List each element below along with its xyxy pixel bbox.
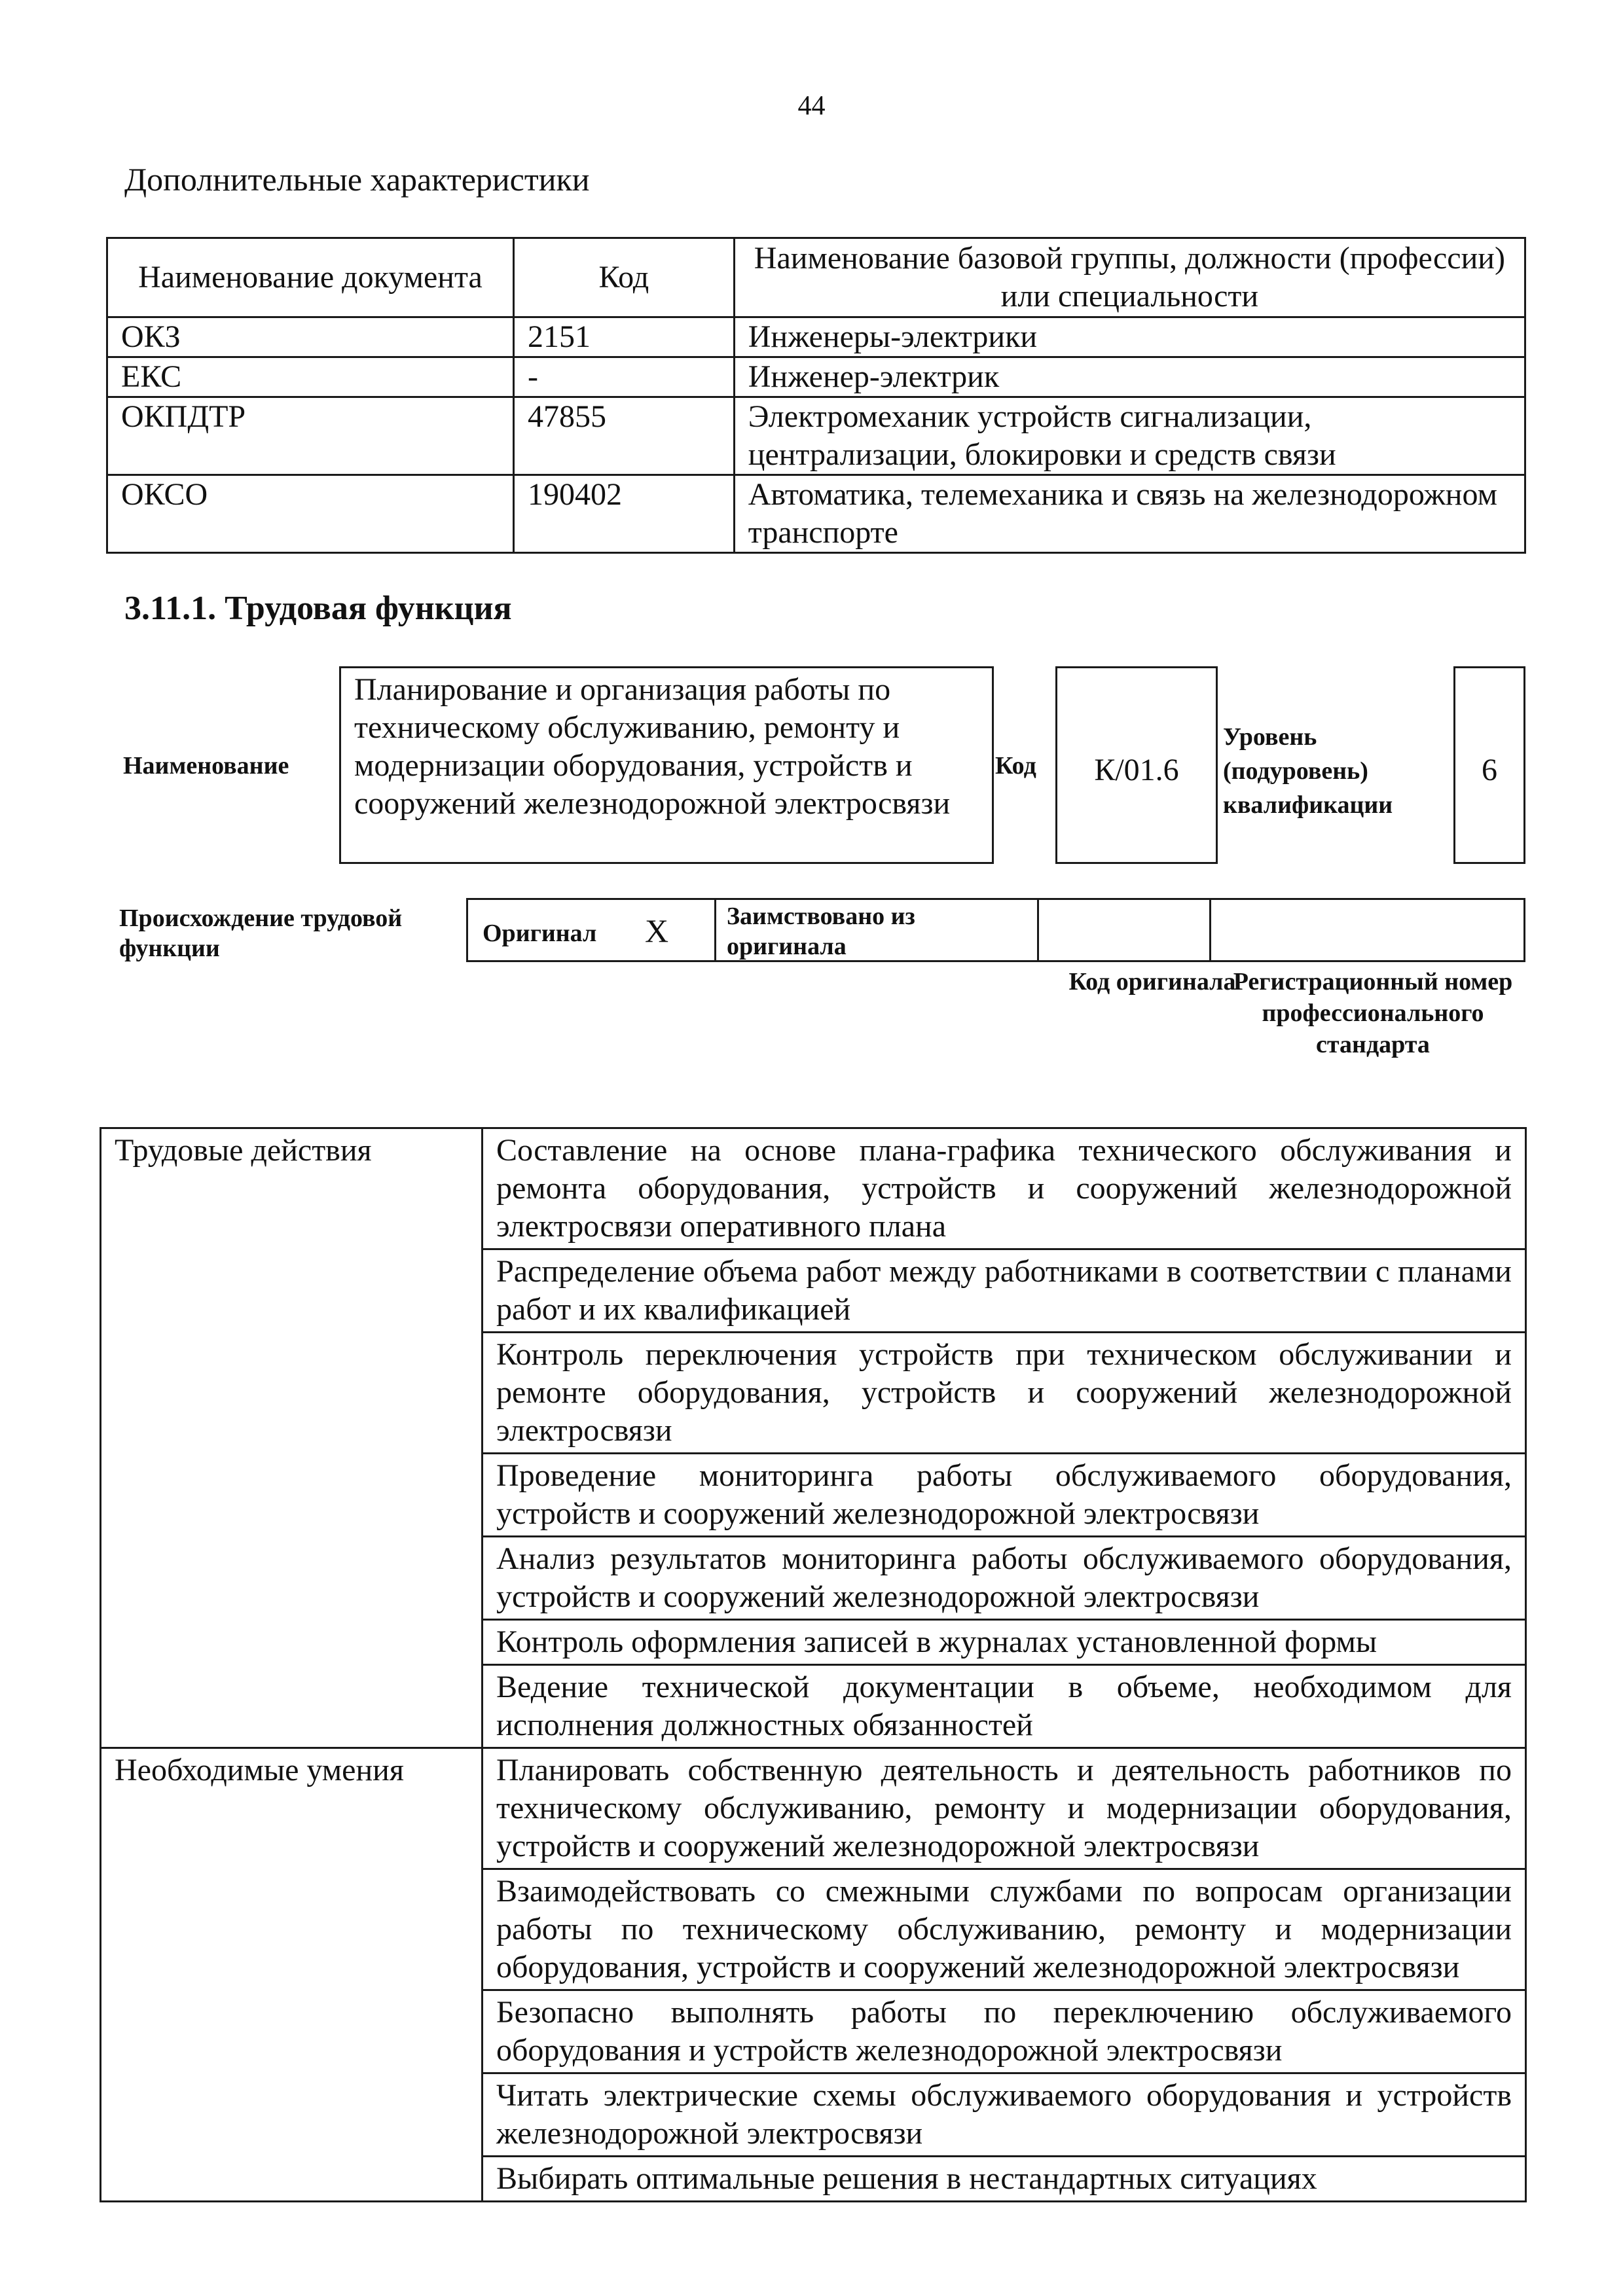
borrowed-label: Заимствовано из оригинала <box>727 903 915 960</box>
section-heading: 3.11.1. Трудовая функция <box>124 590 512 627</box>
origin-row <box>466 898 1525 962</box>
skill-cell: Выбирать оптимальные решения в нестандартных ситуациях <box>483 2157 1526 2202</box>
qualification-level-label: Уровень (подуровень) квалификации <box>1223 723 1393 819</box>
table-row <box>107 397 1525 475</box>
original-label: Оригинал <box>483 920 597 947</box>
qualification-level-box: 6 <box>1453 666 1525 864</box>
function-code-label: Код <box>995 752 1036 780</box>
origin-label: Происхождение трудовой функции <box>119 905 403 962</box>
doc-name-cell: ОКЗ <box>107 317 514 357</box>
doc-group-cell: Инженеры-электрики <box>734 317 1525 357</box>
required-skills-label: Необходимые умения <box>101 1748 483 2202</box>
doc-name-cell: ОКСО <box>107 475 514 553</box>
labor-action-cell: Анализ результатов мониторинга работы обслуживаемого оборудования, устройств и сооружений железнодорожной электросвязи <box>483 1537 1526 1620</box>
origin-original-cell <box>466 898 716 962</box>
skill-cell: Безопасно выполнять работы по переключению обслуживаемого оборудования и устройств железнодорожной электросвязи <box>483 1990 1526 2073</box>
origin-reg-number-cell <box>1209 898 1525 962</box>
labor-action-cell: Контроль переключения устройств при техническом обслуживании и ремонте оборудования, устройств и сооружений железнодорожной электросвязи <box>483 1333 1526 1454</box>
skill-cell: Планировать собственную деятельность и деятельность работников по техническому обслуживанию, ремонту и модернизации оборудования, устройств и сооружений железнодорожной электросвязи <box>483 1748 1526 1869</box>
doc-code-cell: 47855 <box>513 397 734 475</box>
table-row <box>101 1128 1526 1249</box>
doc-code-cell: 2151 <box>513 317 734 357</box>
doc-name-cell: ЕКС <box>107 357 514 397</box>
doc-code-cell: - <box>513 357 734 397</box>
function-name-box: Планирование и организация работы по техническому обслуживанию, ремонту и модернизации оборудования, устройств и сооружений железнодорожной электросвязи <box>339 666 994 864</box>
skill-cell: Читать электрические схемы обслуживаемого оборудования и устройств железнодорожной электросвязи <box>483 2073 1526 2157</box>
origin-code-cell <box>1037 898 1211 962</box>
origin-borrowed-cell <box>714 898 1039 962</box>
extra-characteristics-title: Дополнительные характеристики <box>124 161 590 198</box>
labor-action-cell: Ведение технической документации в объеме, необходимом для исполнения должностных обязанностей <box>483 1665 1526 1748</box>
labor-action-cell: Проведение мониторинга работы обслуживаемого оборудования, устройств и сооружений железнодорожной электросвязи <box>483 1454 1526 1537</box>
header-code: Код <box>513 238 734 317</box>
header-group-name: Наименование базовой группы, должности (профессии) или специальности <box>734 238 1525 317</box>
reg-number-caption: Регистрационный номер профессионального стандарта <box>1233 968 1513 1058</box>
doc-group-cell: Автоматика, телемеханика и связь на железнодорожном транспорте <box>734 475 1525 553</box>
document-codes-table <box>106 237 1526 554</box>
doc-code-cell: 190402 <box>513 475 734 553</box>
header-document-name: Наименование документа <box>107 238 514 317</box>
skill-cell: Взаимодействовать со смежными службами по вопросам организации работы по техническому обслуживанию, ремонту и модернизации оборудования, устройств и сооружений железнодорожной электросвязи <box>483 1869 1526 1990</box>
function-name-label: Наименование <box>123 752 289 780</box>
table-row <box>107 317 1525 357</box>
page-number: 44 <box>797 91 826 121</box>
doc-group-cell: Инженер-электрик <box>734 357 1525 397</box>
labor-actions-table <box>100 1127 1527 2202</box>
origin-code-caption: Код оригинала <box>1068 968 1236 996</box>
labor-action-cell: Распределение объема работ между работниками в соответствии с планами работ и их квалификацией <box>483 1249 1526 1333</box>
table-row <box>101 1748 1526 1869</box>
labor-action-cell: Контроль оформления записей в журналах установленной формы <box>483 1620 1526 1665</box>
table-header-row <box>107 238 1525 317</box>
table-row <box>107 475 1525 553</box>
original-mark: X <box>645 912 669 949</box>
doc-group-cell: Электромеханик устройств сигнализации, централизации, блокировки и средств связи <box>734 397 1525 475</box>
function-code-box: К/01.6 <box>1055 666 1218 864</box>
table-row <box>107 357 1525 397</box>
labor-actions-label: Трудовые действия <box>101 1128 483 1748</box>
labor-action-cell: Составление на основе плана-графика технического обслуживания и ремонта оборудования, устройств и сооружений железнодорожной электросвязи оперативного плана <box>483 1128 1526 1249</box>
doc-name-cell: ОКПДТР <box>107 397 514 475</box>
